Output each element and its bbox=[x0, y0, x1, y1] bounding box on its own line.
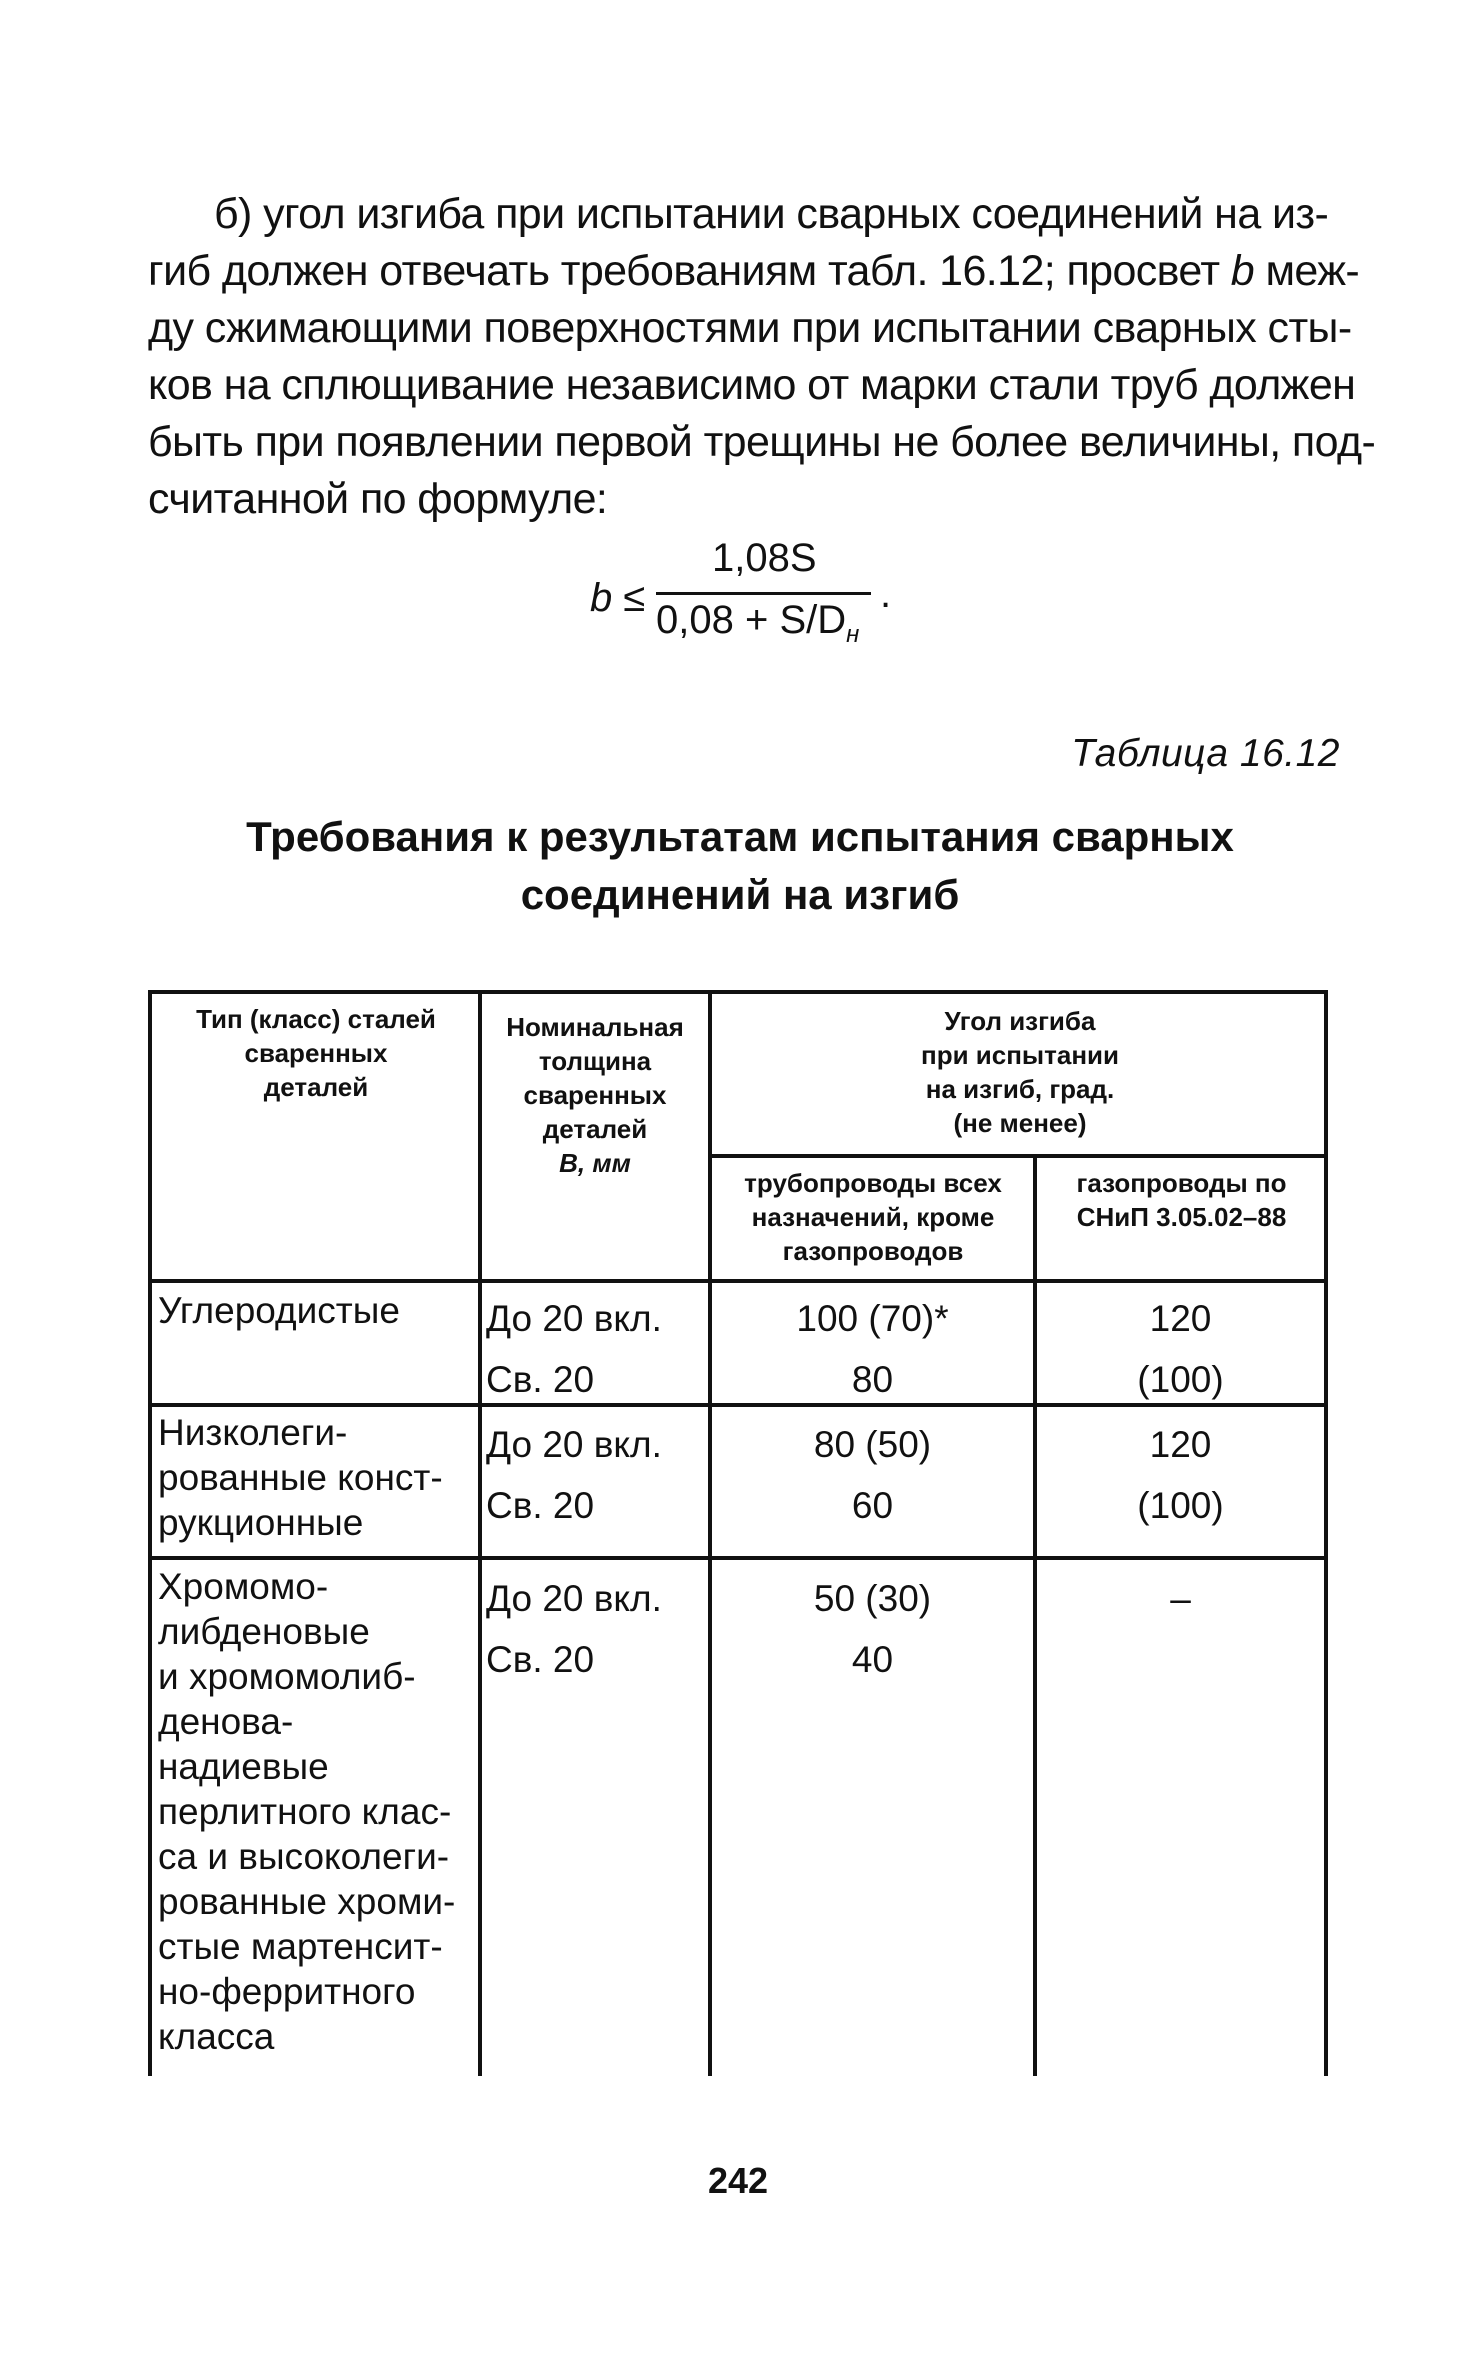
cell-steel-type: Низколеги- рованные конст- рукционные bbox=[158, 1412, 443, 1543]
cell-pipelines-angle: 50 (30) 40 bbox=[813, 1578, 932, 1680]
formula-subscript: н bbox=[846, 621, 860, 648]
header-bend-angle: Угол изгиба при испытании на изгиб, град. (не менее) bbox=[920, 1006, 1119, 1138]
table-header-bottom bbox=[148, 1279, 1328, 1283]
formula bbox=[590, 536, 920, 646]
cell-gas-angle: 120 (100) bbox=[1137, 1424, 1224, 1526]
variable-b: b bbox=[1230, 247, 1255, 295]
formula-end: . bbox=[880, 572, 892, 616]
cell-gas-angle: – bbox=[1170, 1578, 1191, 1619]
cell-pipelines-angle: 80 (50) 60 bbox=[813, 1424, 932, 1526]
cell-gas-angle: 120 (100) bbox=[1137, 1298, 1224, 1400]
table-border-right bbox=[1324, 990, 1328, 2076]
table-border-left bbox=[148, 990, 152, 2076]
fraction-bar bbox=[656, 592, 871, 595]
formula-lhs: b ≤ bbox=[590, 576, 646, 620]
paragraph-line: б) угол изгиба при испытании сварных соединений на из- bbox=[214, 190, 1329, 238]
header-steel-type: Тип (класс) сталей сваренных деталей bbox=[196, 1004, 436, 1102]
body-paragraph bbox=[148, 186, 1376, 528]
cell-thickness: До 20 вкл. Св. 20 bbox=[486, 1424, 662, 1526]
page-number: 242 bbox=[707, 2160, 769, 2201]
paragraph-line: быть при появлении первой трещины не более величины, под- bbox=[148, 418, 1376, 466]
paragraph-line: гиб должен отвечать требованиям табл. 16.12; просвет b меж- bbox=[148, 247, 1360, 295]
formula-denominator: $0,08 + S/D_н$ bbox=[656, 598, 860, 648]
cell-thickness: До 20 вкл. Св. 20 bbox=[486, 1298, 662, 1400]
table-subheader-divider bbox=[708, 1154, 1328, 1158]
header-gas-pipelines: газопроводы по СНиП 3.05.02–88 bbox=[1076, 1168, 1287, 1232]
table-row-divider bbox=[148, 1556, 1328, 1560]
table-number: Таблица 16.12 bbox=[1071, 732, 1340, 775]
table-title-line: Требования к результатам испытания сварных bbox=[246, 813, 1234, 860]
table-title-line: соединений на изгиб bbox=[520, 871, 960, 918]
header-all-pipelines: трубопроводы всех назначений, кроме газопроводов bbox=[744, 1168, 1002, 1266]
cell-thickness: До 20 вкл. Св. 20 bbox=[486, 1578, 662, 1680]
cell-steel-type: Углеродистые bbox=[158, 1290, 400, 1331]
paragraph-line: считанной по формуле: bbox=[148, 475, 608, 523]
table-col-divider bbox=[478, 990, 482, 2076]
cell-steel-type: Хромомо- либденовые и хромомолиб- денова- надиевые перлитного клас- са и высоколеги- рованные хроми- стые мартенсит- но-ферритного класса bbox=[158, 1566, 456, 2057]
header-thickness: Номинальная толщина сваренных деталей В, мм bbox=[506, 1012, 684, 1178]
paragraph-line: ков на сплющивание независимо от марки стали труб должен bbox=[148, 361, 1356, 409]
formula-numerator: 1,08S bbox=[712, 536, 817, 580]
table-title bbox=[180, 808, 1300, 924]
cell-pipelines-angle: 100 (70)* 80 bbox=[796, 1298, 949, 1400]
table-border-top bbox=[148, 990, 1328, 994]
paragraph-line: ду сжимающими поверхностями при испытании сварных сты- bbox=[148, 304, 1352, 352]
